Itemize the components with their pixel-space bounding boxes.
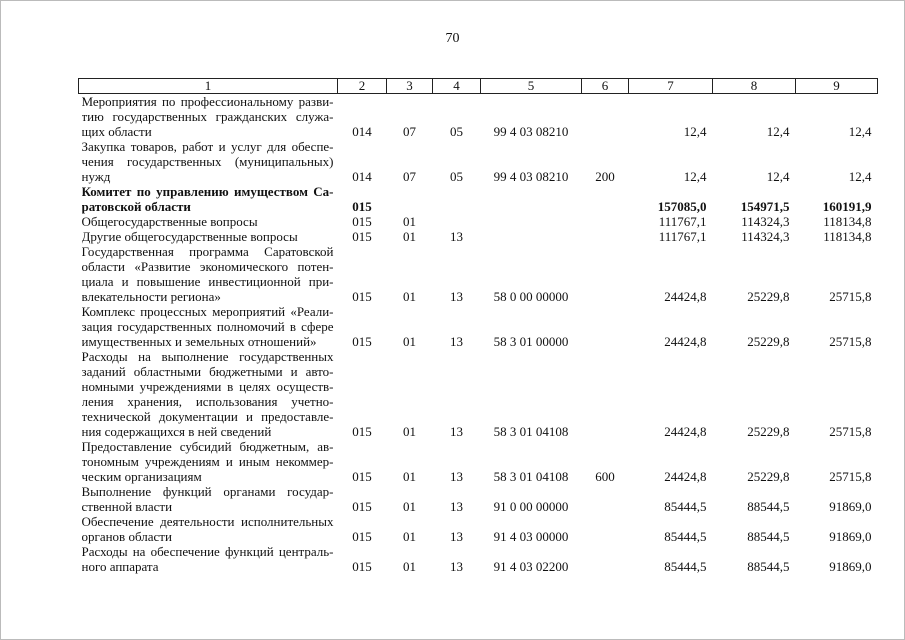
item-name (79, 139, 338, 184)
amount-year-1: 157085,0 (657, 199, 707, 214)
item-name-line: Общегосударственные вопросы (81, 214, 258, 229)
section-code: 01 (403, 289, 416, 304)
target-article-code: 99 4 03 08210 (493, 169, 569, 184)
item-name (79, 544, 338, 574)
expense-type-code: 600 (595, 469, 615, 484)
ministry-code: 015 (352, 559, 372, 574)
item-name-line: Расходы на выполнение государственных (81, 349, 334, 364)
table-row (79, 514, 878, 544)
amount-year-3: 91869,0 (829, 529, 872, 544)
ministry-code: 014 (352, 124, 372, 139)
amount-year-3: 25715,8 (829, 334, 872, 349)
table-row (79, 229, 878, 244)
amount-year-1: 12,4 (683, 169, 707, 184)
amount-year-2: 114324,3 (741, 214, 790, 229)
amount-year-2: 25229,8 (747, 334, 790, 349)
expense-type-code (582, 349, 629, 439)
target-article-code (481, 229, 582, 244)
amount-year-3: 25715,8 (829, 424, 872, 439)
amount-year-3: 91869,0 (829, 499, 872, 514)
subsection-code (433, 214, 481, 229)
section-code: 01 (403, 334, 416, 349)
amount-year-1: 111767,1 (658, 229, 707, 244)
table-body (79, 94, 878, 575)
item-name-line: Другие общегосударственные вопросы (81, 229, 298, 244)
amount-year-2: 154971,5 (740, 199, 790, 214)
ministry-code: 015 (352, 424, 372, 439)
table-row (79, 544, 878, 574)
table-row (79, 304, 878, 349)
amount-year-1: 24424,8 (664, 469, 707, 484)
subsection-code: 13 (450, 559, 463, 574)
item-name (79, 94, 338, 140)
item-name (79, 304, 338, 349)
amount-year-1: 85444,5 (664, 559, 707, 574)
ministry-code: 015 (352, 469, 372, 484)
expense-type-code (582, 514, 629, 544)
item-name-line: Мероприятия по профессиональному разви- (81, 94, 334, 109)
subsection-code: 05 (450, 124, 463, 139)
ministry-code: 015 (352, 229, 372, 244)
item-name-line: Выполнение функций органами государ- (81, 484, 334, 499)
target-article-code: 91 4 03 02200 (493, 559, 569, 574)
item-name-line: технической документации и предоставле- (81, 409, 334, 424)
subsection-code (433, 184, 481, 214)
table-row (79, 244, 878, 304)
table-row (79, 439, 878, 484)
amount-year-2: 25229,8 (747, 424, 790, 439)
item-name-line: ния содержащихся в ней сведений (81, 424, 272, 439)
item-name-line: чения государственных (муниципальных) (81, 154, 334, 169)
item-name (79, 244, 338, 304)
item-name-line: ратовской области (81, 199, 191, 214)
amount-year-1: 24424,8 (664, 334, 707, 349)
amount-year-1: 24424,8 (664, 289, 707, 304)
item-name-line: заданий областными бюджетными и авто- (81, 364, 334, 379)
section-code: 01 (403, 214, 416, 229)
expense-type-code (582, 484, 629, 514)
amount-year-3: 12,4 (848, 124, 872, 139)
item-name (79, 439, 338, 484)
column-header: 9 (796, 79, 878, 94)
ministry-code: 015 (352, 199, 372, 214)
ministry-code: 015 (352, 214, 372, 229)
ministry-code: 015 (352, 289, 372, 304)
section-code: 01 (403, 559, 416, 574)
amount-year-3: 91869,0 (829, 559, 872, 574)
section-code (387, 184, 433, 214)
table-row (79, 214, 878, 229)
amount-year-3: 25715,8 (829, 289, 872, 304)
item-name-line: ления хранения, использования учетно- (81, 394, 334, 409)
item-name (79, 229, 338, 244)
item-name-line: ческим организациям (81, 469, 202, 484)
expense-type-code (582, 304, 629, 349)
expense-type-code (582, 94, 629, 140)
item-name-line: щих области (81, 124, 152, 139)
subsection-code: 13 (450, 469, 463, 484)
subsection-code: 13 (450, 229, 463, 244)
expense-type-code (582, 544, 629, 574)
column-header: 1 (79, 79, 338, 94)
amount-year-2: 88544,5 (747, 529, 790, 544)
item-name-line: влекательности региона» (81, 289, 221, 304)
table-row (79, 139, 878, 184)
item-name-line: Комитет по управлению имуществом Са- (81, 184, 334, 199)
amount-year-3: 118134,8 (823, 229, 872, 244)
amount-year-3: 12,4 (848, 169, 872, 184)
target-article-code (481, 184, 582, 214)
item-name-line: имущественных и земельных отношений» (81, 334, 317, 349)
item-name-line: номными учреждениями в целях осуществ- (81, 379, 334, 394)
column-header: 3 (387, 79, 433, 94)
expense-type-code (582, 214, 629, 229)
target-article-code (481, 214, 582, 229)
table-row (79, 184, 878, 214)
column-header: 2 (338, 79, 387, 94)
amount-year-2: 12,4 (766, 169, 790, 184)
table-row (79, 349, 878, 439)
expense-type-code (582, 184, 629, 214)
amount-year-2: 88544,5 (747, 499, 790, 514)
item-name (79, 349, 338, 439)
section-code: 01 (403, 499, 416, 514)
column-header: 8 (713, 79, 796, 94)
column-header: 7 (629, 79, 713, 94)
item-name-line: ственной власти (81, 499, 173, 514)
subsection-code: 13 (450, 499, 463, 514)
item-name (79, 484, 338, 514)
item-name (79, 514, 338, 544)
subsection-code: 13 (450, 424, 463, 439)
item-name-line: тономным учреждениям и иным некоммер- (81, 454, 334, 469)
table-row (79, 484, 878, 514)
page-number: 70 (445, 31, 460, 46)
section-code: 07 (403, 169, 416, 184)
target-article-code: 91 4 03 00000 (493, 529, 569, 544)
target-article-code: 91 0 00 00000 (493, 499, 569, 514)
amount-year-1: 85444,5 (664, 529, 707, 544)
ministry-code: 015 (352, 499, 372, 514)
amount-year-2: 25229,8 (747, 289, 790, 304)
item-name-line: Обеспечение деятельности исполнительных (81, 514, 334, 529)
amount-year-2: 114324,3 (741, 229, 790, 244)
item-name-line: ного аппарата (81, 559, 159, 574)
item-name-line: Комплекс процессных мероприятий «Реали- (81, 304, 334, 319)
amount-year-3: 25715,8 (829, 469, 872, 484)
item-name-line: Закупка товаров, работ и услуг для обеспе- (81, 139, 334, 154)
ministry-code: 014 (352, 169, 372, 184)
subsection-code: 13 (450, 289, 463, 304)
amount-year-1: 12,4 (683, 124, 707, 139)
column-number-header (79, 79, 878, 94)
section-code: 07 (403, 124, 416, 139)
column-header: 4 (433, 79, 481, 94)
amount-year-2: 12,4 (766, 124, 790, 139)
item-name-line: нужд (81, 169, 111, 184)
expense-type-code: 200 (595, 169, 615, 184)
expense-type-code (582, 244, 629, 304)
amount-year-3: 160191,9 (822, 199, 872, 214)
item-name (79, 214, 338, 229)
amount-year-2: 88544,5 (747, 559, 790, 574)
amount-year-1: 24424,8 (664, 424, 707, 439)
amount-year-3: 118134,8 (823, 214, 872, 229)
ministry-code: 015 (352, 529, 372, 544)
section-code: 01 (403, 469, 416, 484)
expense-type-code (582, 229, 629, 244)
budget-table (78, 78, 878, 574)
amount-year-1: 85444,5 (664, 499, 707, 514)
item-name-line: области «Развитие экономического потен- (81, 259, 334, 274)
item-name-line: тию государственных гражданских служа- (81, 109, 334, 124)
item-name-line: зация государственных полномочий в сфере (81, 319, 334, 334)
subsection-code: 05 (450, 169, 463, 184)
subsection-code: 13 (450, 529, 463, 544)
column-header: 5 (481, 79, 582, 94)
item-name-line: циала и повышение инвестиционной при- (81, 274, 334, 289)
item-name-line: Предоставление субсидий бюджетным, ав- (81, 439, 334, 454)
ministry-code: 015 (352, 334, 372, 349)
section-code: 01 (403, 424, 416, 439)
item-name (79, 184, 338, 214)
table-row (79, 94, 878, 140)
subsection-code: 13 (450, 334, 463, 349)
target-article-code: 58 0 00 00000 (493, 289, 569, 304)
amount-year-1: 111767,1 (658, 214, 707, 229)
section-code: 01 (403, 529, 416, 544)
target-article-code: 58 3 01 04108 (493, 469, 569, 484)
target-article-code: 58 3 01 00000 (493, 334, 569, 349)
target-article-code: 58 3 01 04108 (493, 424, 569, 439)
column-header: 6 (582, 79, 629, 94)
item-name-line: Расходы на обеспечение функций централь- (81, 544, 334, 559)
target-article-code: 99 4 03 08210 (493, 124, 569, 139)
section-code: 01 (403, 229, 416, 244)
item-name-line: органов области (81, 529, 172, 544)
item-name-line: Государственная программа Саратовской (81, 244, 334, 259)
amount-year-2: 25229,8 (747, 469, 790, 484)
